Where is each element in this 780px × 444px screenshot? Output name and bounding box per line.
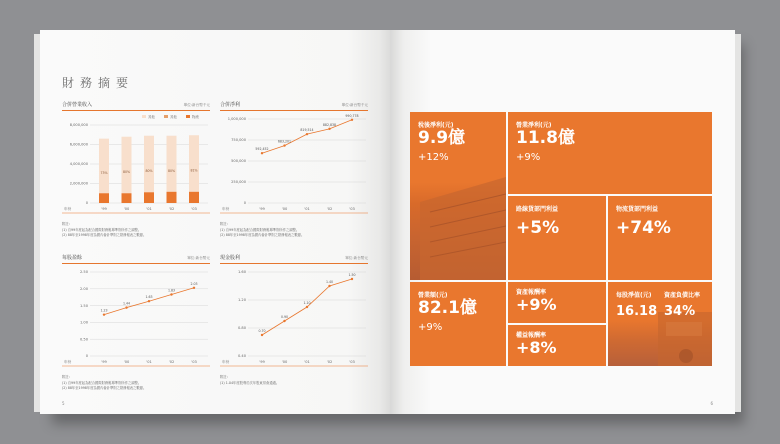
data-point <box>148 300 150 302</box>
tile-value: +74% <box>616 218 671 238</box>
note-line: (1) 自99年度起為配合國際財務報導準則所作之調整。 <box>220 227 300 232</box>
bar-other <box>189 135 199 192</box>
y-tick-label: 750,000 <box>231 138 246 143</box>
data-label: 1.63 <box>145 295 153 300</box>
y-tick-label: 0 <box>85 354 88 359</box>
tile-value: 34% <box>664 304 696 319</box>
y-tick-label: 2,000,000 <box>69 181 88 186</box>
y-tick-label: 2.50 <box>79 270 88 275</box>
legend-label: 其他 <box>148 114 155 119</box>
tile-label: 權益報酬率 <box>516 332 547 339</box>
tile-value: 82.1億 <box>418 298 477 318</box>
x-tick-label: '00 <box>281 207 288 211</box>
data-point <box>328 128 330 130</box>
legend-swatch <box>186 115 190 118</box>
bar-other <box>99 139 109 194</box>
x-axis-label: 年份 <box>222 207 230 211</box>
legend-label: 其他 <box>170 114 177 119</box>
x-tick-label: '02 <box>326 207 333 211</box>
dividend-notes <box>220 375 368 386</box>
dividend-chart-unit: 單位:新台幣元 <box>345 256 368 260</box>
tile-label: 資產報酬率 <box>516 289 547 296</box>
tile-value: 16.18 <box>616 304 658 319</box>
tile-value: +9% <box>516 295 557 314</box>
data-label: 1.23 <box>100 308 108 313</box>
eps-chart-plot <box>62 264 210 374</box>
tile-bvps-debt <box>608 282 712 366</box>
y-tick-label: 1.60 <box>237 270 246 275</box>
note-line: 附註: <box>220 222 228 226</box>
data-point <box>283 320 285 322</box>
data-label: 819,514 <box>300 128 314 133</box>
data-label: 990,778 <box>345 113 359 118</box>
bar-logistics <box>122 193 132 203</box>
tile-label: 營業額(元) <box>418 292 448 299</box>
note-line: (1) 自99年度起為配合國際財務報導準則所作之調整。 <box>62 227 142 232</box>
x-tick-label: '01 <box>304 207 310 211</box>
tile-value: 11.8億 <box>516 128 575 148</box>
right-page <box>390 30 735 414</box>
x-tick-label: '03 <box>191 207 197 211</box>
revenue-chart-title: 合併營業收入 <box>62 102 93 108</box>
tile-value: +5% <box>516 218 560 238</box>
bar-other <box>167 136 177 192</box>
x-tick-label: '99 <box>259 207 265 211</box>
data-point <box>306 306 308 308</box>
page-number-right: 6 <box>710 401 713 406</box>
tile-value: 9.9億 <box>418 128 466 148</box>
dividend-chart <box>220 254 368 386</box>
data-label: 0.70 <box>258 329 266 333</box>
tile-revenue <box>410 282 506 366</box>
legend-label: 物流 <box>192 114 199 119</box>
x-axis-label: 年份 <box>222 360 230 364</box>
x-tick-label: '01 <box>146 360 152 364</box>
y-tick-label: 250,000 <box>231 180 246 185</box>
x-tick-label: '00 <box>123 207 130 211</box>
net-income-chart-title: 合併淨利 <box>220 102 241 108</box>
page-number-left: 5 <box>62 401 65 406</box>
x-tick-label: '01 <box>304 360 310 364</box>
bar-pct-label: 73% <box>100 170 108 175</box>
bar-pct-label: 80% <box>122 169 131 174</box>
bar-logistics <box>167 192 177 203</box>
data-label: 0.90 <box>280 315 289 319</box>
x-tick-label: '99 <box>101 207 107 211</box>
data-label: 1.10 <box>303 301 311 305</box>
tile-logistics-division <box>608 196 712 280</box>
tile-label: 資產負債比率 <box>664 292 701 299</box>
page-title: 財務摘要 <box>62 76 135 90</box>
data-point <box>283 144 285 146</box>
data-label: 2.03 <box>190 281 198 286</box>
tile-change: +12% <box>418 152 449 163</box>
data-label: 592,452 <box>255 147 269 152</box>
x-tick-label: '00 <box>281 360 288 364</box>
revenue-chart <box>62 101 210 239</box>
net-income-notes <box>220 222 368 239</box>
y-tick-label: 0 <box>243 201 246 206</box>
x-tick-label: '02 <box>168 360 175 364</box>
tile-pretax-income <box>410 112 506 280</box>
data-point <box>261 334 263 336</box>
data-label: 1.83 <box>167 288 176 293</box>
revenue-chart-plot <box>62 111 210 221</box>
y-tick-label: 0.40 <box>237 354 246 359</box>
data-label: 1.40 <box>325 280 334 284</box>
highlights-mosaic <box>410 112 712 366</box>
y-tick-label: 0.50 <box>79 337 88 342</box>
tile-label: 營業淨利(元) <box>516 122 552 129</box>
net-income-chart-unit: 單位:新台幣千元 <box>341 103 368 107</box>
data-label: 1.50 <box>348 273 356 277</box>
left-page <box>40 30 390 414</box>
x-tick-label: '02 <box>168 207 175 211</box>
series-line <box>262 120 352 153</box>
note-line: 附註: <box>62 375 70 379</box>
tile-road-division <box>508 196 606 280</box>
bar-pct-label: 80% <box>167 168 176 173</box>
dividend-chart-plot <box>220 264 368 374</box>
eps-chart-unit: 單位:新台幣元 <box>187 256 210 260</box>
data-label: 683,201 <box>277 139 292 144</box>
data-point <box>306 133 308 135</box>
tile-change: +9% <box>516 152 541 163</box>
net-income-chart-plot <box>220 111 368 221</box>
bar-logistics <box>189 192 199 203</box>
data-label: 1.44 <box>122 301 131 306</box>
note-line: (1) 自99年度起為配合國際財務報導準則所作之調整。 <box>62 380 142 385</box>
data-point <box>328 285 330 287</box>
x-tick-label: '00 <box>123 360 130 364</box>
bar-other <box>122 137 132 194</box>
x-tick-label: '99 <box>259 360 265 364</box>
note-line: 附註: <box>220 375 228 379</box>
legend-swatch <box>142 115 146 118</box>
tile-operating-income <box>508 112 712 194</box>
x-tick-label: '03 <box>349 360 355 364</box>
revenue-chart-unit: 單位:新台幣千元 <box>183 103 210 107</box>
data-point <box>351 278 353 280</box>
data-label: 882,838 <box>322 122 337 127</box>
note-line: (2) 88年至1998年度為國內會計準則之財務報表之數據。 <box>62 386 147 390</box>
tile-value: +8% <box>516 338 557 357</box>
tile-change: +9% <box>418 322 443 333</box>
y-tick-label: 500,000 <box>231 159 246 164</box>
data-point <box>103 313 105 315</box>
eps-chart-title: 每股盈餘 <box>62 255 83 261</box>
y-tick-label: 4,000,000 <box>69 162 88 167</box>
tile-label: 物流貨部門利益 <box>616 206 659 213</box>
tile-label: 稅後淨利(元) <box>418 122 454 129</box>
data-point <box>261 152 263 154</box>
y-tick-label: 1.20 <box>237 298 246 303</box>
bar-logistics <box>99 193 109 203</box>
x-axis-label: 年份 <box>64 360 72 364</box>
tile-roe <box>508 325 606 366</box>
y-tick-label: 0.80 <box>237 326 246 331</box>
revenue-notes <box>62 222 210 239</box>
data-point <box>170 293 172 295</box>
note-line: (2) 88年至1998年度為國內會計準則之財務報表之數據。 <box>220 233 305 237</box>
bar-other <box>144 136 154 193</box>
y-tick-label: 0 <box>85 201 88 206</box>
eps-chart <box>62 254 210 392</box>
data-point <box>125 306 127 308</box>
bar-logistics <box>144 192 154 203</box>
tile-roa <box>508 282 606 323</box>
bar-pct-label: 80% <box>145 169 153 173</box>
data-point <box>351 119 353 121</box>
bar-pct-label: 81% <box>190 168 198 173</box>
y-tick-label: 2.00 <box>79 287 88 291</box>
tile-label: 每股淨值(元) <box>616 292 652 299</box>
x-tick-label: '99 <box>101 360 107 364</box>
dividend-chart-title: 現金股利 <box>220 255 241 261</box>
y-tick-label: 1,000,000 <box>227 117 246 122</box>
eps-notes <box>62 375 210 392</box>
note-line: 附註: <box>62 222 70 226</box>
x-tick-label: '03 <box>191 360 197 364</box>
note-line: (2) 88年至1998年度為國內會計準則之財務報表之數據。 <box>62 233 147 237</box>
x-axis-label: 年份 <box>64 207 72 211</box>
x-tick-label: '03 <box>349 207 355 211</box>
y-tick-label: 1.50 <box>79 303 88 308</box>
note-line: (1) 1.04年度股利於次年股東常會通過。 <box>220 380 280 385</box>
y-tick-label: 8,000,000 <box>69 123 88 128</box>
tile-label: 路線貨部門利益 <box>516 206 559 213</box>
x-tick-label: '02 <box>326 360 333 364</box>
legend-swatch <box>164 115 168 118</box>
x-tick-label: '01 <box>146 207 152 211</box>
y-tick-label: 1.00 <box>79 320 88 325</box>
data-point <box>193 287 195 289</box>
y-tick-label: 6,000,000 <box>69 142 88 147</box>
net-income-chart <box>220 101 368 239</box>
